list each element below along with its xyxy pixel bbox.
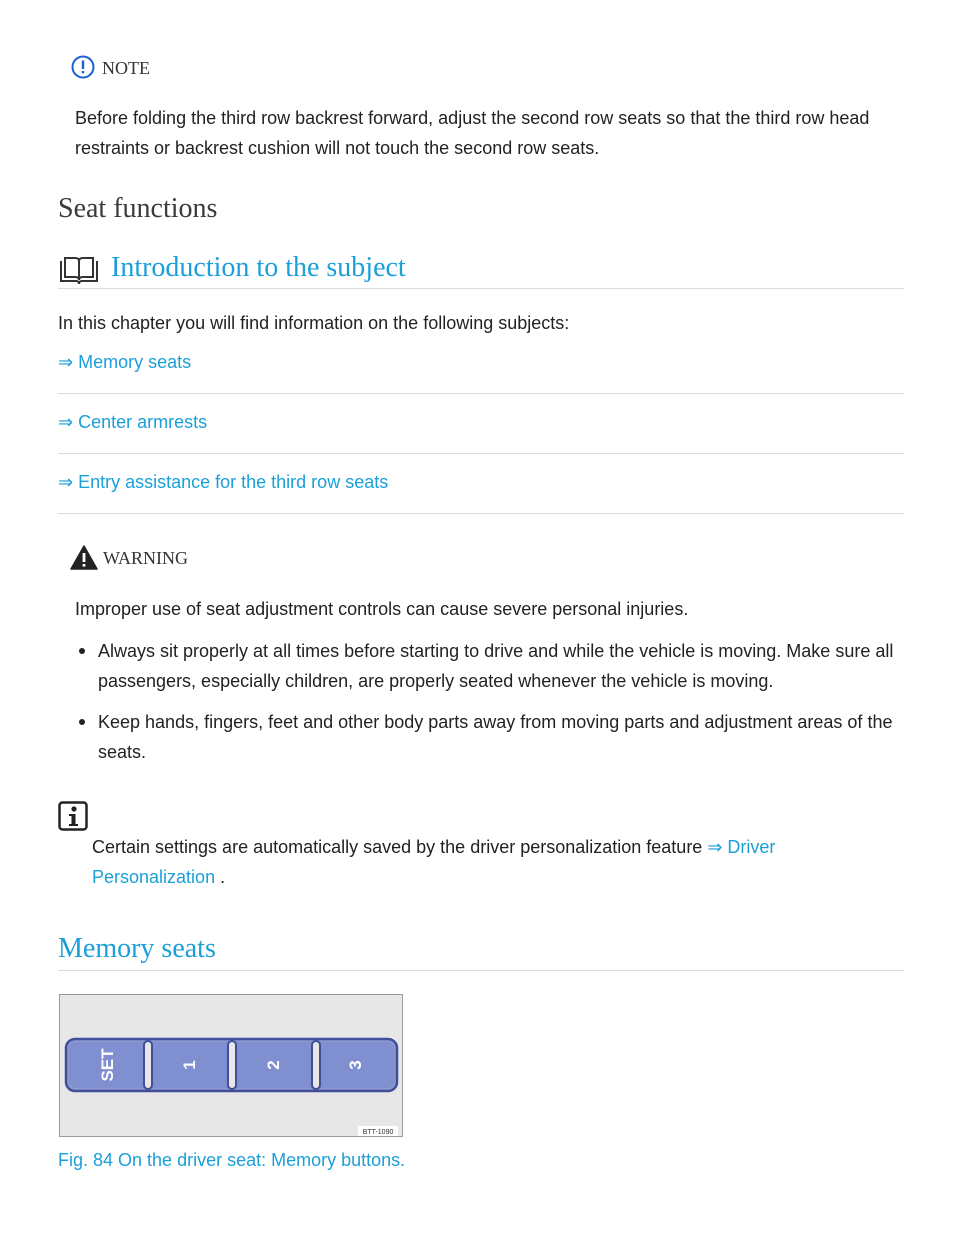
link-memory-seats[interactable]: ⇒ Memory seats (58, 352, 192, 372)
bullet-text: Always sit properly at all times before starting to drive and while the vehicle is moving. Make sure all passengers, especially children, are properly seated whenever the vehicle is moving. (98, 641, 894, 691)
memory-seats-heading: Memory seats (58, 933, 216, 964)
memory-button-set: SET (98, 1048, 117, 1082)
list-item (75, 636, 895, 696)
warning-label: WARNING (103, 548, 188, 568)
list-item (75, 707, 895, 767)
bullet-text: Keep hands, fingers, feet and other body parts away from moving parts and adjustment areas of the seats. (98, 712, 893, 762)
link-center-armrests[interactable]: ⇒ Center armrests (58, 412, 208, 432)
info-suffix: . (215, 867, 226, 887)
info-text: Certain settings are automatically saved by the driver personalization feature (92, 837, 703, 857)
section-title: Seat functions (58, 193, 218, 224)
note-label: NOTE (102, 58, 150, 78)
info-icon (58, 801, 88, 831)
memory-button-2: 2 (264, 1060, 283, 1070)
bullet-icon (79, 648, 85, 654)
heading-divider (58, 970, 904, 971)
toc-divider (58, 393, 904, 394)
note-exclamation-icon (71, 55, 95, 79)
warning-text: Improper use of seat adjustment controls can cause severe personal injuries. (75, 599, 689, 619)
memory-button-1: 1 (180, 1060, 199, 1070)
warning-triangle-icon (70, 545, 98, 570)
bullet-icon (79, 719, 85, 725)
note-text: Before folding the third row backrest forward, adjust the second row seats so that the third row head restraints or backrest cushion will not touch the second row seats. (75, 108, 870, 158)
toc-divider (58, 453, 904, 454)
memory-button-3: 3 (346, 1060, 365, 1070)
link-driver-personalization[interactable]: ⇒ Driver Personalization (92, 837, 776, 887)
intro-heading: Introduction to the subject (111, 252, 406, 283)
info-text-block (92, 832, 852, 892)
warning-bullet-list (75, 636, 895, 778)
figure-caption: Fig. 84 On the driver seat: Memory buttons. (58, 1150, 406, 1170)
toc-divider (58, 513, 904, 514)
memory-button-panel-illustration (60, 995, 402, 1136)
memory-buttons-figure (59, 994, 403, 1137)
book-icon (58, 255, 100, 285)
link-entry-assistance[interactable]: ⇒ Entry assistance for the third row seats (58, 472, 389, 492)
figure-code: BTT-1090 (362, 1129, 394, 1136)
heading-divider (58, 288, 904, 289)
intro-text: In this chapter you will find information on the following subjects: (58, 313, 570, 333)
